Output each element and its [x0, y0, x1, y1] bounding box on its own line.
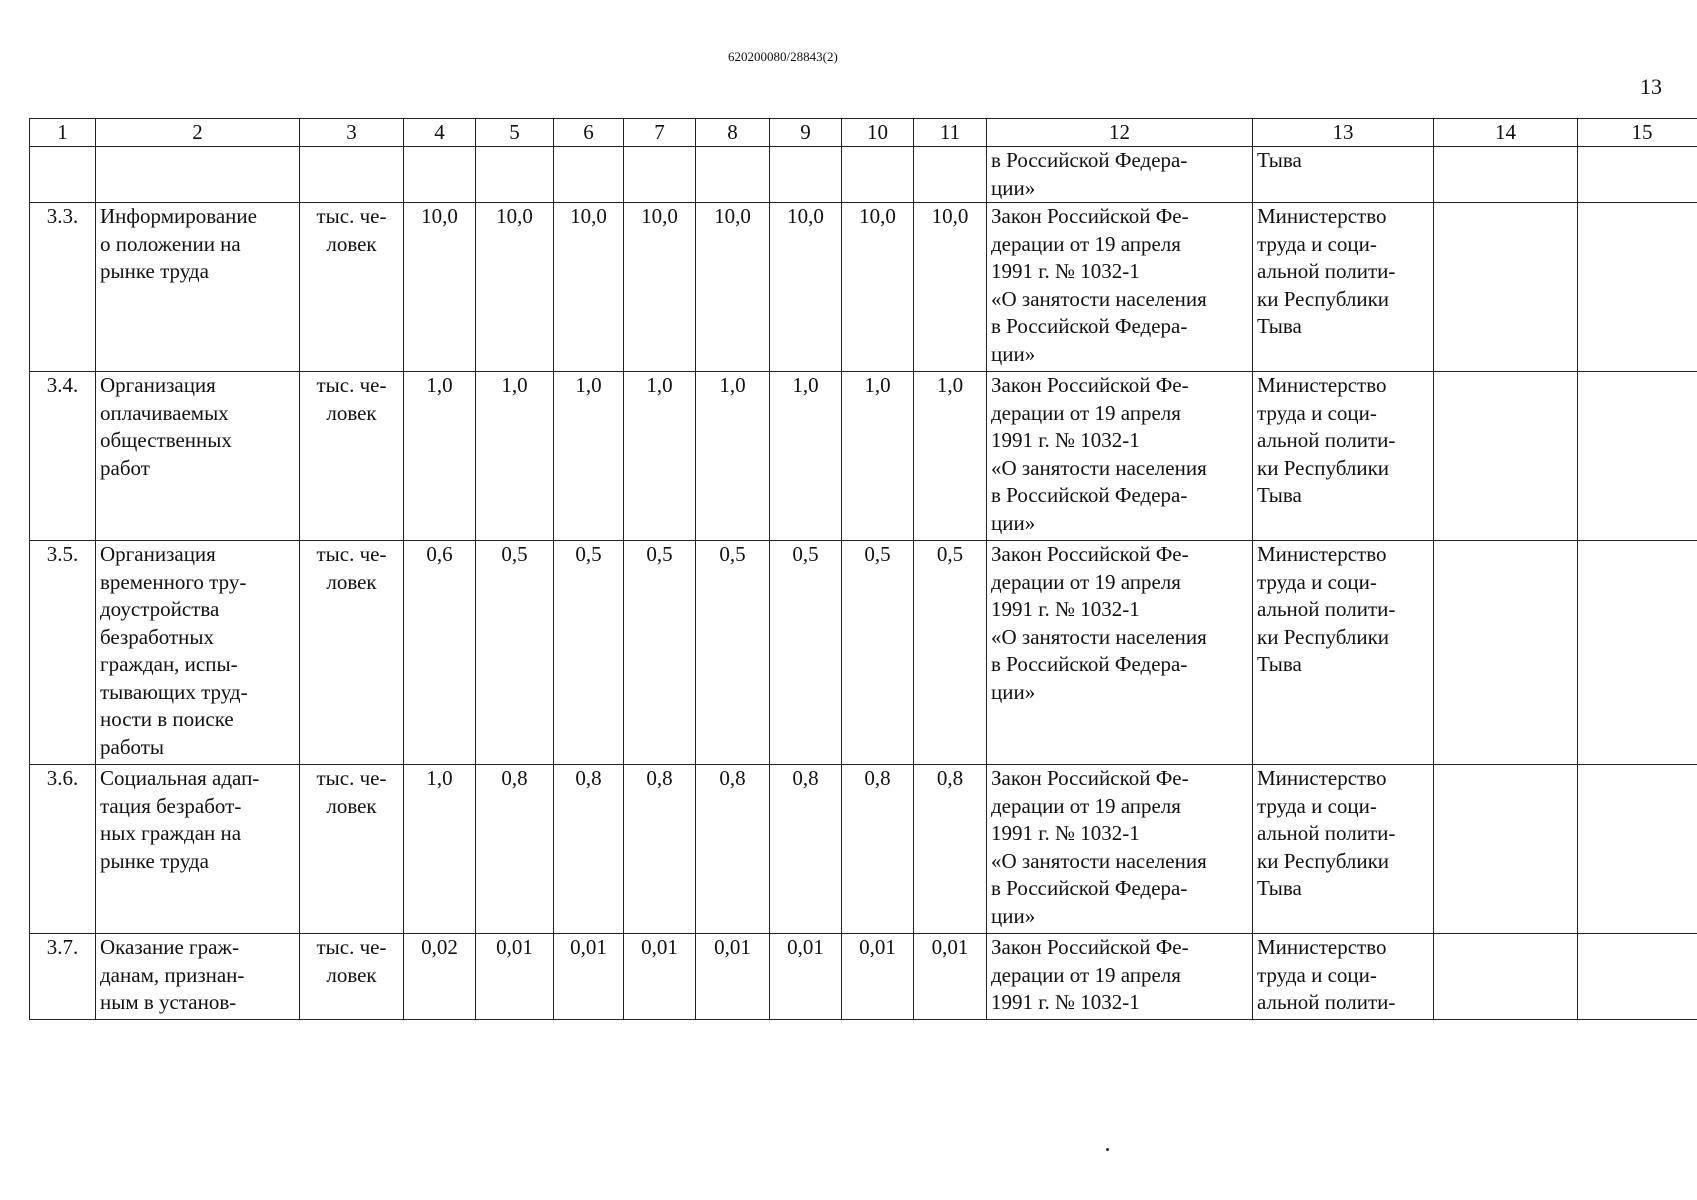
value-cell: 10,0 [842, 203, 914, 372]
value-cell: 0,5 [842, 541, 914, 765]
empty-cell [300, 147, 404, 203]
value-cell: 0,8 [624, 765, 696, 934]
value-cell: 1,0 [624, 372, 696, 541]
empty-cell [770, 147, 842, 203]
law-cell: Закон Российской Фе- дерации от 19 апреля 1991 г. № 1032-1 [987, 934, 1253, 1020]
empty-cell [96, 147, 300, 203]
column-number: 3 [300, 119, 404, 147]
value-cell: 0,01 [914, 934, 987, 1020]
value-cell: 0,5 [554, 541, 624, 765]
value-cell: 0,01 [554, 934, 624, 1020]
law-cell: Закон Российской Фе- дерации от 19 апреля 1991 г. № 1032-1 «О занятости населения в Российской Федера- ции» [987, 541, 1253, 765]
value-cell: 0,01 [624, 934, 696, 1020]
value-cell: 0,01 [770, 934, 842, 1020]
table-row [30, 203, 1697, 372]
value-cell: 0,8 [914, 765, 987, 934]
value-cell: 0,8 [770, 765, 842, 934]
empty-cell [1434, 203, 1578, 372]
value-cell: 0,02 [404, 934, 476, 1020]
empty-cell [1578, 541, 1697, 765]
law-cell: Закон Российской Фе- дерации от 19 апреля 1991 г. № 1032-1 «О занятости населения в Российской Федера- ции» [987, 765, 1253, 934]
value-cell: 10,0 [914, 203, 987, 372]
value-cell: 0,8 [696, 765, 770, 934]
item-code: 3.7. [30, 934, 96, 1020]
item-code: 3.6. [30, 765, 96, 934]
unit-cell: тыс. че- ловек [300, 203, 404, 372]
empty-cell [914, 147, 987, 203]
unit-cell: тыс. че- ловек [300, 541, 404, 765]
value-cell: 10,0 [624, 203, 696, 372]
empty-cell [554, 147, 624, 203]
table-row [30, 541, 1697, 765]
empty-cell [1578, 203, 1697, 372]
value-cell: 0,5 [914, 541, 987, 765]
value-cell: 0,8 [476, 765, 554, 934]
value-cell: 1,0 [914, 372, 987, 541]
column-number: 1 [30, 119, 96, 147]
value-cell: 0,5 [476, 541, 554, 765]
column-number: 13 [1253, 119, 1434, 147]
column-number: 2 [96, 119, 300, 147]
table-row [30, 372, 1697, 541]
column-number: 10 [842, 119, 914, 147]
value-cell: 0,5 [696, 541, 770, 765]
item-code: 3.4. [30, 372, 96, 541]
empty-cell [1434, 934, 1578, 1020]
empty-cell [1578, 765, 1697, 934]
organization-cell: Министерство труда и соци- альной полити- [1253, 934, 1434, 1020]
column-number: 11 [914, 119, 987, 147]
table-row [30, 934, 1697, 1020]
item-name: Социальная адап- тация безработ- ных граждан на рынке труда [96, 765, 300, 934]
column-number: 6 [554, 119, 624, 147]
column-number: 7 [624, 119, 696, 147]
value-cell: 10,0 [476, 203, 554, 372]
column-number: 9 [770, 119, 842, 147]
law-cell: Закон Российской Фе- дерации от 19 апреля 1991 г. № 1032-1 «О занятости населения в Российской Федера- ции» [987, 372, 1253, 541]
item-name: Организация временного тру- доустройства безработных граждан, испы- тывающих труд- ности в поиске работы [96, 541, 300, 765]
organization-cell: Министерство труда и соци- альной полити- ки Республики Тыва [1253, 765, 1434, 934]
document-code: 620200080/28843(2) [728, 49, 838, 64]
empty-cell [1434, 147, 1578, 203]
column-number: 12 [987, 119, 1253, 147]
organization-cell: Министерство труда и соци- альной полити- ки Республики Тыва [1253, 372, 1434, 541]
value-cell: 10,0 [696, 203, 770, 372]
value-cell: 0,01 [842, 934, 914, 1020]
value-cell: 0,8 [554, 765, 624, 934]
item-name: Организация оплачиваемых общественных работ [96, 372, 300, 541]
value-cell: 0,01 [476, 934, 554, 1020]
law-cell: Закон Российской Фе- дерации от 19 апреля 1991 г. № 1032-1 «О занятости населения в Российской Федера- ции» [987, 203, 1253, 372]
column-number-row [30, 119, 1697, 147]
value-cell: 1,0 [404, 765, 476, 934]
empty-cell [1434, 372, 1578, 541]
empty-cell [842, 147, 914, 203]
value-cell: 0,5 [770, 541, 842, 765]
column-number: 5 [476, 119, 554, 147]
unit-cell: тыс. че- ловек [300, 765, 404, 934]
value-cell: 10,0 [404, 203, 476, 372]
item-code: 3.5. [30, 541, 96, 765]
column-number: 8 [696, 119, 770, 147]
empty-cell [30, 147, 96, 203]
scan-speck [1106, 1148, 1109, 1151]
column-number: 14 [1434, 119, 1578, 147]
empty-cell [1578, 934, 1697, 1020]
value-cell: 10,0 [770, 203, 842, 372]
organization-cell: Министерство труда и соци- альной полити- ки Республики Тыва [1253, 203, 1434, 372]
item-name: Информирование о положении на рынке труда [96, 203, 300, 372]
value-cell: 1,0 [404, 372, 476, 541]
empty-cell [1578, 372, 1697, 541]
value-cell: 0,6 [404, 541, 476, 765]
table-row [30, 765, 1697, 934]
value-cell: 1,0 [842, 372, 914, 541]
empty-cell [476, 147, 554, 203]
empty-cell [1578, 147, 1697, 203]
organization-cell: Министерство труда и соци- альной полити- ки Республики Тыва [1253, 541, 1434, 765]
continuation-row [30, 147, 1697, 203]
law-cell: в Российской Федера- ции» [987, 147, 1253, 203]
empty-cell [624, 147, 696, 203]
value-cell: 0,8 [842, 765, 914, 934]
unit-cell: тыс. че- ловек [300, 372, 404, 541]
item-name: Оказание граж- данам, признан- ным в установ- [96, 934, 300, 1020]
value-cell: 0,5 [624, 541, 696, 765]
organization-cell: Тыва [1253, 147, 1434, 203]
value-cell: 1,0 [554, 372, 624, 541]
item-code: 3.3. [30, 203, 96, 372]
value-cell: 0,01 [696, 934, 770, 1020]
value-cell: 1,0 [770, 372, 842, 541]
empty-cell [696, 147, 770, 203]
empty-cell [404, 147, 476, 203]
value-cell: 1,0 [696, 372, 770, 541]
empty-cell [1434, 765, 1578, 934]
page-number: 13 [1640, 74, 1662, 99]
column-number: 4 [404, 119, 476, 147]
column-number: 15 [1578, 119, 1697, 147]
data-table [29, 118, 1697, 1020]
value-cell: 1,0 [476, 372, 554, 541]
value-cell: 10,0 [554, 203, 624, 372]
empty-cell [1434, 541, 1578, 765]
unit-cell: тыс. че- ловек [300, 934, 404, 1020]
